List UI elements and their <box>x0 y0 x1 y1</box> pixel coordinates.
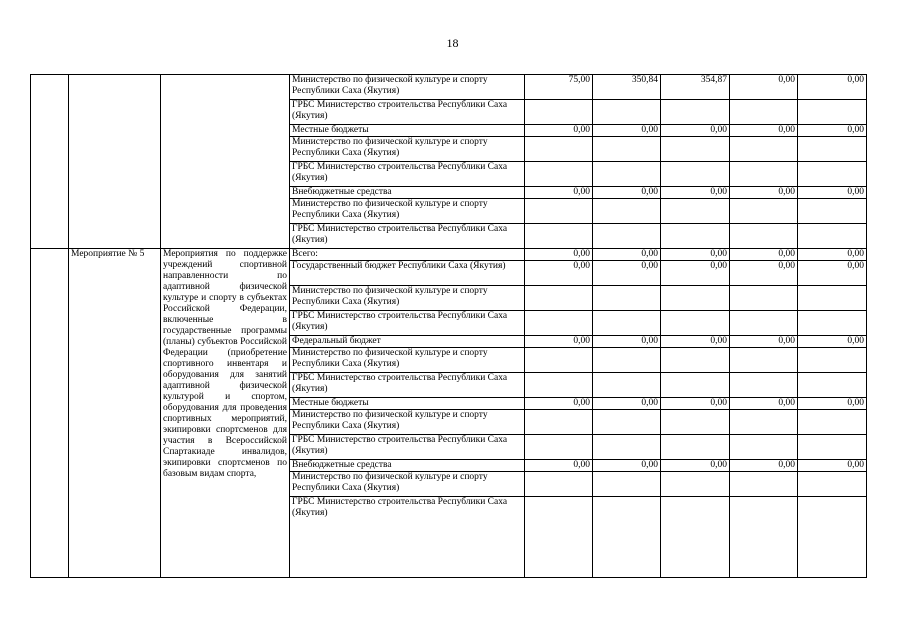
amount-cell <box>730 311 798 336</box>
amount-cell <box>661 286 730 311</box>
amount-cell <box>730 373 798 398</box>
amount-cell <box>798 137 867 162</box>
funding-source-cell: Федеральный бюджет <box>290 336 525 348</box>
funding-source-cell: ГРБС Министерство строительства Республики Саха (Якутия) <box>290 373 525 398</box>
amount-cell: 0,00 <box>798 460 867 472</box>
funding-source-cell: Министерство по физической культуре и спорту Республики Саха (Якутия) <box>290 286 525 311</box>
amount-cell: 350,84 <box>593 75 661 100</box>
amount-cell <box>525 497 593 578</box>
amount-cell <box>593 410 661 435</box>
event-description-cell <box>161 75 290 249</box>
amount-cell <box>593 373 661 398</box>
amount-cell <box>593 224 661 249</box>
amount-cell <box>593 137 661 162</box>
amount-cell <box>730 162 798 187</box>
amount-cell: 0,00 <box>593 125 661 137</box>
amount-cell: 0,00 <box>730 398 798 410</box>
amount-cell <box>798 472 867 497</box>
amount-cell: 0,00 <box>525 460 593 472</box>
amount-cell <box>661 199 730 224</box>
amount-cell <box>525 162 593 187</box>
amount-cell: 354,87 <box>661 75 730 100</box>
amount-cell: 0,00 <box>525 249 593 261</box>
funding-source-cell: Министерство по физической культуре и спорту Республики Саха (Якутия) <box>290 472 525 497</box>
amount-cell <box>593 435 661 460</box>
amount-cell <box>593 162 661 187</box>
funding-source-cell: Всего: <box>290 249 525 261</box>
amount-cell <box>798 410 867 435</box>
event-name-cell <box>69 75 161 249</box>
amount-cell <box>525 435 593 460</box>
amount-cell <box>661 311 730 336</box>
amount-cell <box>730 100 798 125</box>
amount-cell <box>661 224 730 249</box>
amount-cell <box>593 100 661 125</box>
funding-source-cell: ГРБС Министерство строительства Республики Саха (Якутия) <box>290 162 525 187</box>
amount-cell: 0,00 <box>798 249 867 261</box>
amount-cell: 0,00 <box>661 398 730 410</box>
amount-cell <box>798 348 867 373</box>
amount-cell <box>661 348 730 373</box>
amount-cell <box>661 100 730 125</box>
amount-cell <box>798 373 867 398</box>
amount-cell <box>730 472 798 497</box>
amount-cell <box>661 373 730 398</box>
amount-cell <box>798 311 867 336</box>
amount-cell: 0,00 <box>525 187 593 199</box>
amount-cell <box>593 497 661 578</box>
amount-cell: 0,00 <box>730 249 798 261</box>
amount-cell <box>593 311 661 336</box>
amount-cell <box>798 497 867 578</box>
amount-cell <box>661 137 730 162</box>
funding-source-cell: Государственный бюджет Республики Саха (Якутия) <box>290 261 525 286</box>
funding-source-cell: Министерство по физической культуре и спорту Республики Саха (Якутия) <box>290 410 525 435</box>
amount-cell: 75,00 <box>525 75 593 100</box>
event-description-cell: Мероприятия по поддержке учреждений спортивной направленности по адаптивной физической культуре и спорту в субъектах Российской Федерации, включенные в государственные программы (планы) субъектов Российской Федерации (приобретение спортивного инвентаря и оборудования для занятий адаптивной физической культурой и спортом, оборудования для проведения спортивных мероприятий, экипировки спортсменов для участия в Всероссийской Спартакиаде инвалидов, экипировки спортсменов по базовым видам спорта, <box>161 249 290 578</box>
amount-cell <box>730 410 798 435</box>
amount-cell <box>525 410 593 435</box>
amount-cell <box>525 137 593 162</box>
amount-cell: 0,00 <box>730 336 798 348</box>
amount-cell <box>525 286 593 311</box>
amount-cell: 0,00 <box>661 336 730 348</box>
amount-cell <box>661 435 730 460</box>
amount-cell: 0,00 <box>593 249 661 261</box>
amount-cell <box>798 100 867 125</box>
amount-cell: 0,00 <box>593 336 661 348</box>
amount-cell: 0,00 <box>593 187 661 199</box>
amount-cell <box>798 224 867 249</box>
amount-cell <box>525 348 593 373</box>
page-number: 18 <box>446 36 459 50</box>
amount-cell <box>525 224 593 249</box>
amount-cell <box>593 199 661 224</box>
funding-source-cell: Министерство по физической культуре и спорту Республики Саха (Якутия) <box>290 75 525 100</box>
budget-table <box>30 74 867 578</box>
amount-cell <box>730 497 798 578</box>
amount-cell <box>798 435 867 460</box>
amount-cell <box>525 373 593 398</box>
amount-cell: 0,00 <box>525 125 593 137</box>
amount-cell: 0,00 <box>593 398 661 410</box>
amount-cell <box>593 472 661 497</box>
funding-source-cell: Министерство по физической культуре и спорту Республики Саха (Якутия) <box>290 137 525 162</box>
amount-cell <box>730 137 798 162</box>
amount-cell: 0,00 <box>593 460 661 472</box>
amount-cell <box>730 199 798 224</box>
amount-cell <box>798 286 867 311</box>
amount-cell <box>730 224 798 249</box>
amount-cell: 0,00 <box>730 460 798 472</box>
amount-cell <box>730 435 798 460</box>
funding-source-cell: Министерство по физической культуре и спорту Республики Саха (Якутия) <box>290 199 525 224</box>
amount-cell: 0,00 <box>661 460 730 472</box>
amount-cell: 0,00 <box>730 125 798 137</box>
funding-source-cell: ГРБС Министерство строительства Республики Саха (Якутия) <box>290 435 525 460</box>
funding-source-cell: Местные бюджеты <box>290 125 525 137</box>
funding-source-cell: ГРБС Министерство строительства Республики Саха (Якутия) <box>290 224 525 249</box>
amount-cell <box>661 162 730 187</box>
amount-cell: 0,00 <box>798 75 867 100</box>
table-row <box>31 75 867 100</box>
amount-cell: 0,00 <box>661 187 730 199</box>
number-cell <box>31 249 69 578</box>
amount-cell <box>798 162 867 187</box>
amount-cell <box>730 348 798 373</box>
event-name-cell: Мероприятие № 5 <box>69 249 161 578</box>
amount-cell: 0,00 <box>730 261 798 286</box>
amount-cell: 0,00 <box>525 398 593 410</box>
amount-cell: 0,00 <box>593 261 661 286</box>
amount-cell <box>661 410 730 435</box>
funding-source-cell: Местные бюджеты <box>290 398 525 410</box>
funding-source-cell: ГРБС Министерство строительства Республики Саха (Якутия) <box>290 497 525 578</box>
amount-cell: 0,00 <box>661 249 730 261</box>
amount-cell: 0,00 <box>525 336 593 348</box>
table-row <box>31 249 867 261</box>
amount-cell <box>525 311 593 336</box>
amount-cell <box>525 100 593 125</box>
amount-cell <box>730 286 798 311</box>
number-cell <box>31 75 69 249</box>
amount-cell <box>798 199 867 224</box>
amount-cell: 0,00 <box>730 75 798 100</box>
amount-cell: 0,00 <box>798 398 867 410</box>
funding-source-cell: Министерство по физической культуре и спорту Республики Саха (Якутия) <box>290 348 525 373</box>
amount-cell: 0,00 <box>730 187 798 199</box>
amount-cell <box>525 472 593 497</box>
amount-cell: 0,00 <box>661 261 730 286</box>
funding-source-cell: Внебюджетные средства <box>290 187 525 199</box>
amount-cell <box>525 199 593 224</box>
amount-cell <box>593 348 661 373</box>
amount-cell: 0,00 <box>798 125 867 137</box>
amount-cell: 0,00 <box>798 261 867 286</box>
amount-cell <box>593 286 661 311</box>
amount-cell <box>661 472 730 497</box>
amount-cell: 0,00 <box>798 187 867 199</box>
funding-source-cell: ГРБС Министерство строительства Республики Саха (Якутия) <box>290 311 525 336</box>
amount-cell: 0,00 <box>525 261 593 286</box>
amount-cell: 0,00 <box>661 125 730 137</box>
funding-source-cell: Внебюджетные средства <box>290 460 525 472</box>
amount-cell <box>661 497 730 578</box>
funding-source-cell: ГРБС Министерство строительства Республики Саха (Якутия) <box>290 100 525 125</box>
amount-cell: 0,00 <box>798 336 867 348</box>
